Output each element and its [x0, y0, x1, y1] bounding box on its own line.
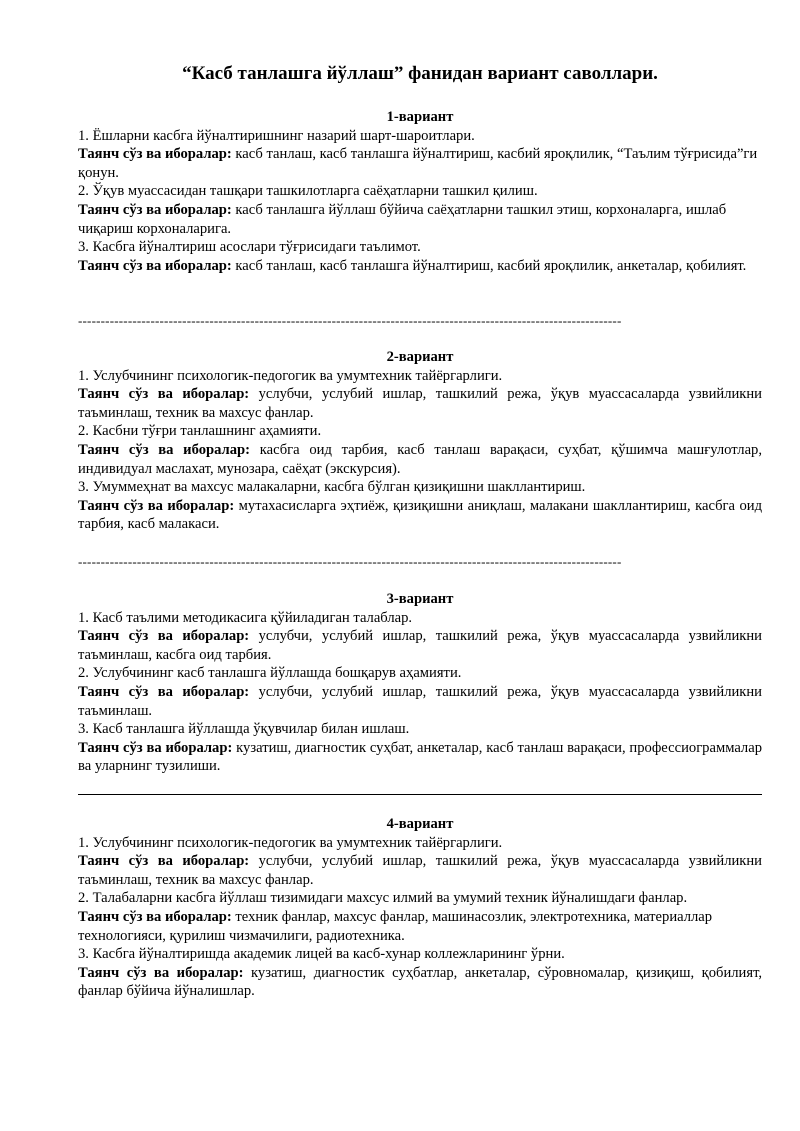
keywords-1	[78, 627, 762, 664]
keyword-label: Таянч сўз ва иборалар:	[78, 908, 232, 925]
question-1: 1. Услубчининг психологик-педогогик ва умумтехник тайёргарлиги.	[78, 367, 503, 384]
question-2: 2. Касбни тўғри танлашнинг аҳамияти.	[78, 423, 322, 440]
question-3: 3. Касб танлашга йўллашда ўқувчилар билан ишлаш.	[78, 721, 410, 738]
question-1: 1. Услубчининг психологик-педогогик ва умумтехник тайёргарлиги.	[78, 834, 503, 851]
keywords-3	[78, 257, 762, 276]
keywords-1	[78, 385, 762, 422]
variant-1	[78, 108, 762, 275]
keyword-text: услубчи, услубий ишлар, ташкилий режа, ўқув муассасаларда узвийликни таъминлаш, техник ва махсус фанлар.	[78, 386, 762, 421]
keyword-label: Таянч сўз ва иборалар:	[78, 739, 233, 756]
page-title: “Касб танлашга йўллаш” фанидан вариант саволлари.	[182, 63, 658, 84]
question-3: 3. Касбга йўналтириш асослари тўғрисидаги таълимот.	[78, 239, 421, 256]
keyword-text: услубчи, услубий ишлар, ташкилий режа, ўқув муассасаларда узвийликни таъминлаш.	[78, 683, 762, 719]
keywords-1	[78, 145, 762, 182]
keyword-text: услубчи, услубий ишлар, ташкилий режа, ўқув муассасаларда узвийликни таъминлаш, касбга оид тарбия.	[78, 628, 762, 663]
keyword-text: кузатиш, диагностик суҳбатлар, анкеталар, сўровномалар, қизиқиш, қобилият, фанлар бўйича йўналишлар.	[78, 964, 762, 1000]
question-3: 3. Умуммеҳнат ва махсус малакаларни, касбга бўлган қизиқишни шакллантириш.	[78, 479, 586, 496]
keywords-3	[78, 497, 762, 534]
keyword-text: касбга оид тарбия, касб танлаш варақаси, суҳбат, қўшимча машғулотлар, индивидуал маслахат, мунозара, саёҳат (экскурсия).	[78, 441, 762, 477]
variant-title: 2-вариант	[386, 349, 454, 365]
keyword-label: Таянч сўз ва иборалар:	[78, 257, 232, 274]
keywords-2	[78, 441, 762, 478]
keywords-3	[78, 964, 762, 1001]
dashed-separator: ------------------------------------------------------------------------------------------------------------------------	[78, 555, 622, 569]
question-2: 2. Талабаларни касбга йўллаш тизимидаги махсус илмий ва умумий техник йўналишдаги фанлар.	[78, 890, 688, 907]
variant-4	[78, 815, 762, 1001]
keywords-1	[78, 852, 762, 889]
keyword-label: Таянч сўз ва иборалар:	[78, 386, 250, 403]
keyword-label: Таянч сўз ва иборалар:	[78, 441, 250, 458]
question-3: 3. Касбга йўналтиришда академик лицей ва касб-хунар коллежларининг ўрни.	[78, 946, 565, 963]
keyword-text: кузатиш, диагностик суҳбат, анкеталар, касб танлаш варақаси, профессиограммалар ва уларнинг тузилиши.	[78, 739, 762, 775]
keywords-2	[78, 908, 762, 945]
variant-title: 1-вариант	[386, 109, 454, 125]
keyword-label: Таянч сўз ва иборалар:	[78, 201, 232, 218]
question-2: 2. Ўқув муассасидан ташқари ташкилотларга саёҳатларни ташкил қилиш.	[78, 183, 538, 200]
question-2: 2. Услубчининг касб танлашга йўллашда бошқарув аҳамияти.	[78, 665, 462, 682]
keyword-label: Таянч сўз ва иборалар:	[78, 146, 232, 163]
keywords-2	[78, 201, 762, 238]
variant-3	[78, 590, 762, 776]
dashed-separator: ------------------------------------------------------------------------------------------------------------------------	[78, 314, 622, 328]
keyword-label: Таянч сўз ва иборалар:	[78, 683, 250, 700]
keyword-text: касб танлаш, касб танлашга йўналтириш, касбий яроқлилик, “Таълим тўғрисида”ги қонун.	[78, 146, 758, 181]
keyword-label: Таянч сўз ва иборалар:	[78, 853, 250, 870]
keyword-text: техник фанлар, махсус фанлар, машинасозлик, электротехника, материаллар технологияси, қурилиш чизмачилиги, радиотехника.	[78, 908, 713, 944]
keywords-3	[78, 739, 762, 776]
keyword-text: касб танлашга йўллаш бўйича саёҳатларни ташкил этиш, корхоналарга, ишлаб чиқариш корхоналарига.	[78, 201, 727, 237]
variant-title: 3-вариант	[386, 591, 454, 607]
keyword-text: касб танлаш, касб танлашга йўналтириш, касбий яроқлилик, анкеталар, қобилият.	[231, 257, 747, 274]
keyword-text: мутахасисларга эҳтиёж, қизиқишни аниқлаш, малакани шакллантириш, касбга оид тарбия, касб малакаси.	[78, 497, 763, 533]
keyword-label: Таянч сўз ва иборалар:	[78, 497, 235, 514]
solid-separator	[78, 794, 762, 795]
variant-2	[78, 348, 762, 534]
keyword-label: Таянч сўз ва иборалар:	[78, 964, 244, 981]
keyword-label: Таянч сўз ва иборалар:	[78, 628, 250, 645]
variant-title: 4-вариант	[386, 816, 454, 832]
question-1: 1. Ёшларни касбга йўналтиришнинг назарий шарт-шароитлари.	[78, 127, 475, 144]
keyword-text: услубчи, услубий ишлар, ташкилий режа, ўқув муассасаларда узвийликни таъминлаш, техник ва махсус фанлар.	[78, 853, 762, 888]
keywords-2	[78, 683, 762, 720]
question-1: 1. Касб таълими методикасига қўйиладиган талаблар.	[78, 609, 413, 626]
